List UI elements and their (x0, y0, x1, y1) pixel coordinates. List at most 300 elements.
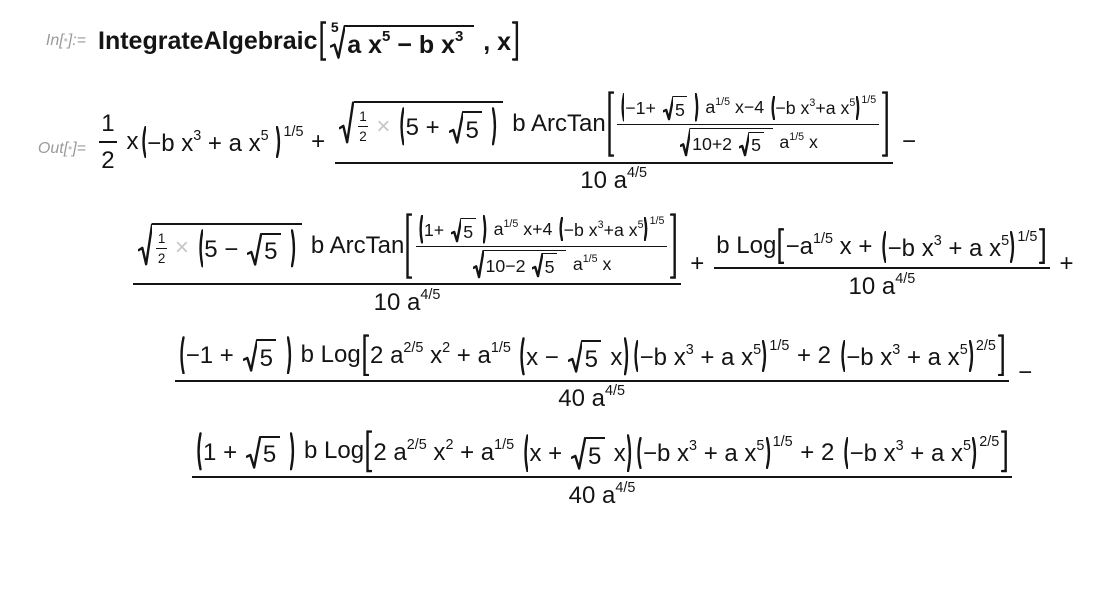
fenced-group (197, 229, 298, 268)
math-times-operator: × (369, 112, 398, 140)
math-text: b Log (716, 231, 777, 259)
math-superscript: 1/5 (503, 217, 519, 230)
radical-icon (532, 253, 543, 278)
fraction-bar (416, 246, 667, 247)
bracket-open-icon (365, 430, 372, 473)
fraction-numerator: 1 (359, 109, 367, 125)
math-text: 5 (262, 441, 277, 469)
paren-close-icon (492, 107, 498, 146)
bracket-close-icon (1039, 228, 1046, 264)
math-superscript: 5 (382, 28, 391, 46)
fraction-numerator (133, 212, 680, 280)
math-text: −b x (563, 219, 598, 240)
fence-content (525, 337, 624, 376)
math-superscript: 2 (445, 436, 454, 453)
math-text: 2 a (370, 342, 404, 370)
radicand (582, 340, 601, 375)
math-fraction (358, 109, 368, 144)
math-row (643, 440, 764, 468)
math-text: −b x (147, 129, 194, 157)
radicand (354, 101, 503, 146)
math-row (327, 18, 512, 61)
math-text: + a x (693, 343, 754, 371)
output-expression (96, 90, 1110, 510)
fenced-group (558, 217, 664, 241)
math-row (639, 341, 762, 372)
fenced-group (839, 337, 996, 372)
math-text: 5 − (204, 235, 245, 263)
math-superscript: 1/5 (490, 340, 511, 357)
bracket-open-icon (607, 90, 614, 158)
math-text: b ArcTan (505, 110, 606, 138)
fraction-numerator: 1 (157, 231, 166, 247)
radical-icon (246, 436, 260, 471)
fraction-numerator (714, 228, 1050, 264)
math-superscript: 3 (597, 218, 604, 231)
math-text: 5 (751, 135, 762, 156)
math-text: 5 (264, 238, 278, 266)
fraction-denominator (566, 479, 638, 510)
math-text (559, 256, 564, 277)
math-superscript: 2/5 (975, 337, 996, 354)
math-text: + a x (941, 234, 1002, 262)
math-superscript: 4/5 (895, 270, 916, 287)
radical-icon (138, 223, 152, 268)
math-superscript: 1/5 (283, 123, 304, 140)
math-text: x (804, 132, 818, 153)
math-superscript: 1/5 (861, 93, 877, 106)
paren-close-icon (972, 437, 978, 469)
fenced-group (365, 430, 1009, 473)
math-text: a (774, 132, 790, 153)
math-text: − (1011, 359, 1033, 387)
math-superscript: 3 (809, 96, 816, 109)
math-text: −b x (846, 343, 893, 371)
square-root (680, 128, 773, 158)
bracket-close-icon (998, 334, 1005, 377)
fraction-bar (99, 141, 117, 143)
math-superscript: 1/5 (494, 436, 515, 453)
fence-content (638, 340, 762, 372)
fenced-group (195, 432, 296, 471)
math-row (356, 107, 500, 146)
math-superscript: 1/5 (649, 215, 665, 228)
math-text: + a x (697, 440, 757, 468)
radical-icon (339, 101, 353, 146)
math-text: − b x (390, 30, 455, 59)
math-text (689, 98, 694, 119)
math-text: 10 a (848, 272, 896, 300)
math-text: 10 a (373, 288, 421, 316)
math-text: b ArcTan (304, 231, 405, 259)
math-text (485, 114, 492, 142)
radicand (484, 250, 566, 280)
math-text: −1+ (625, 98, 661, 119)
math-text: 5 (587, 442, 602, 470)
fraction-bar (714, 267, 1050, 269)
math-text: 1 + (203, 438, 244, 466)
math-superscript: 3 (895, 438, 904, 455)
fence-content (848, 437, 972, 469)
square-root (330, 18, 474, 61)
math-row (625, 96, 694, 121)
input-label-prefix: In[ (45, 32, 64, 49)
math-fraction (192, 430, 1012, 509)
fraction-bar (335, 162, 893, 164)
fraction-denominator (556, 385, 628, 413)
paren-close-icon (969, 340, 975, 372)
root-index: 5 (330, 18, 339, 35)
fence-content (886, 231, 1010, 263)
radicand (261, 436, 280, 471)
math-row (529, 437, 625, 472)
math-superscript: 5 (959, 341, 968, 358)
math-text: 5 (544, 257, 555, 278)
math-text: x (607, 440, 626, 468)
math-superscript: 4/5 (605, 383, 626, 400)
fence-content (528, 434, 627, 473)
math-text (279, 342, 286, 370)
math-row (406, 111, 492, 146)
math-text: 5 (463, 221, 474, 242)
math-text: −a (785, 233, 813, 261)
math-text (283, 236, 290, 264)
radicand (690, 128, 772, 158)
math-row (887, 232, 1010, 263)
fence-content (202, 432, 290, 471)
input-cell (12, 12, 1110, 70)
fenced-group (398, 107, 499, 146)
math-row (96, 90, 923, 195)
output-cell (12, 90, 1110, 510)
paren-close-icon (1010, 231, 1016, 263)
fraction-bar (358, 126, 368, 127)
fence-content (784, 228, 1039, 264)
fence-content (563, 217, 645, 241)
math-row (130, 212, 1073, 317)
square-root (246, 436, 280, 471)
fraction-bar (133, 283, 680, 285)
bracket-open-icon (362, 334, 369, 377)
math-text: b Log (293, 341, 361, 369)
paren-close-icon (762, 340, 768, 372)
square-root (571, 437, 605, 472)
radical-icon (568, 340, 582, 375)
math-row (186, 339, 286, 374)
input-cell-label (12, 32, 96, 50)
math-text: + a x (201, 129, 261, 157)
math-row (155, 229, 299, 268)
output-expression-line-1 (96, 90, 1108, 195)
math-text: 10−2 (485, 255, 531, 276)
fraction-bar (156, 248, 166, 249)
radical-icon (571, 437, 585, 472)
radical-icon (473, 250, 484, 280)
fenced-group (842, 434, 1000, 469)
math-superscript: 3 (193, 127, 202, 144)
fraction-denominator: 2 (101, 146, 115, 174)
math-fraction (617, 93, 879, 157)
math-text: + a (453, 438, 495, 466)
paren-close-icon (290, 432, 296, 471)
fraction-numerator (175, 334, 1009, 377)
math-superscript: 5 (756, 438, 765, 455)
radicand (749, 132, 763, 157)
fraction-denominator (676, 128, 820, 158)
math-text: a (567, 253, 583, 274)
math-text: x−4 (730, 97, 770, 118)
math-text (511, 342, 518, 370)
cell-label-dot: • (63, 34, 68, 47)
fraction-denominator: 2 (157, 250, 166, 266)
square-root (568, 340, 602, 375)
math-superscript: 3 (892, 341, 901, 358)
math-text (477, 220, 482, 241)
fenced-group (620, 93, 700, 121)
square-root (138, 223, 302, 268)
fence-content (775, 96, 857, 120)
output-label-suffix: ]= (72, 140, 86, 157)
fence-content (412, 212, 670, 280)
fence-content (614, 90, 882, 158)
math-row (203, 436, 289, 471)
math-row (373, 434, 1000, 473)
math-fraction (133, 212, 680, 317)
math-text: + (683, 250, 711, 278)
input-label-suffix: ]:= (67, 32, 86, 49)
square-root (663, 96, 688, 121)
math-superscript: 1/5 (769, 337, 790, 354)
fraction-denominator (371, 286, 443, 317)
fence-content (146, 126, 276, 158)
math-row (486, 253, 564, 278)
math-text: b Log (297, 437, 365, 465)
math-text: a (700, 97, 716, 118)
bracket-open-icon (777, 228, 784, 264)
fence-content (185, 336, 287, 375)
paren-close-icon (624, 337, 630, 376)
math-text (514, 439, 521, 467)
math-text (269, 130, 276, 158)
math-text: 5 + (405, 113, 447, 141)
bracket-close-icon (670, 212, 677, 280)
math-superscript: 4/5 (626, 164, 647, 181)
math-superscript: 1/5 (1017, 228, 1038, 245)
output-expression-line-3 (96, 334, 1108, 413)
math-superscript: 5 (753, 341, 762, 358)
fraction-bar (617, 124, 879, 125)
math-superscript: 3 (933, 232, 942, 249)
math-text: + (1052, 250, 1074, 278)
math-text (463, 31, 470, 60)
fraction-numerator: 1 (101, 110, 115, 138)
math-text: + (304, 128, 332, 156)
math-superscript: 2/5 (403, 340, 424, 357)
math-text: + a (450, 342, 491, 370)
math-text: −b x (639, 343, 686, 371)
fenced-group (632, 337, 790, 372)
paren-close-icon (766, 437, 772, 469)
fence-content (624, 93, 695, 121)
paren-close-icon (695, 93, 700, 121)
output-expression-line-4 (96, 430, 1108, 509)
square-root (339, 101, 503, 146)
math-text: −b x (849, 440, 896, 468)
fenced-group (635, 434, 793, 469)
math-superscript: 1/5 (582, 252, 598, 265)
math-text: IntegrateAlgebraic (98, 26, 318, 55)
math-row (98, 18, 521, 61)
fenced-group (418, 215, 488, 243)
math-text: −b x (642, 440, 690, 468)
math-text: 10 a (580, 166, 627, 194)
math-row (204, 233, 290, 268)
math-superscript: 3 (455, 28, 464, 46)
radicand (345, 25, 474, 61)
fence-content (372, 430, 1001, 473)
math-fraction (714, 228, 1050, 301)
fraction-denominator (470, 250, 614, 280)
math-text: 5 (675, 99, 685, 120)
math-fraction (175, 334, 1009, 413)
math-superscript: 5 (260, 127, 269, 144)
math-row (564, 220, 644, 241)
paren-close-icon (644, 217, 649, 241)
math-text: 5 (465, 116, 479, 144)
math-fraction (156, 231, 166, 266)
math-text: 2 a (373, 438, 407, 466)
input-expression[interactable] (98, 18, 521, 61)
fraction-denominator: 2 (359, 129, 367, 144)
math-text: + 2 (793, 438, 841, 466)
fence-content (404, 107, 492, 146)
fraction-bar (175, 380, 1009, 382)
math-text: x (426, 438, 446, 466)
math-text: −b x (887, 234, 934, 262)
math-superscript: 5 (1001, 232, 1010, 249)
fenced-group (140, 123, 304, 158)
math-superscript: 4/5 (420, 286, 441, 303)
math-superscript: 1/5 (789, 130, 805, 143)
fenced-group (880, 228, 1038, 263)
fraction-denominator (578, 164, 650, 195)
fenced-group (178, 336, 293, 375)
math-text: −b x (775, 98, 810, 119)
math-row (846, 341, 968, 372)
math-row (424, 218, 482, 243)
bracket-close-icon (1001, 430, 1008, 473)
paren-close-icon (856, 96, 861, 120)
radical-icon (247, 233, 261, 268)
radical-icon (451, 218, 462, 243)
radical-icon (243, 339, 257, 374)
math-text: x (603, 343, 623, 371)
radicand (586, 437, 605, 472)
fraction-bar (192, 476, 1012, 478)
math-text: a x (347, 30, 383, 59)
math-row (785, 228, 1039, 263)
fence-content (642, 437, 766, 469)
paren-close-icon (483, 215, 488, 243)
math-text: , x (476, 27, 512, 56)
math-superscript: 4/5 (615, 479, 636, 496)
math-text: 10+2 (692, 133, 737, 154)
math-row (775, 98, 855, 119)
fenced-group (362, 334, 1006, 377)
paren-close-icon (287, 336, 293, 375)
radicand (257, 339, 276, 374)
math-superscript: 1/5 (772, 434, 793, 451)
math-row (172, 334, 1032, 413)
output-cell-label (12, 140, 96, 158)
bracket-open-icon (405, 212, 412, 280)
math-row (850, 440, 971, 468)
math-text: x − (526, 343, 566, 371)
fenced-group (770, 93, 877, 120)
math-superscript: 5 (849, 96, 856, 109)
math-superscript: 1/5 (715, 95, 731, 108)
paren-close-icon (276, 126, 282, 158)
radical-icon (663, 96, 674, 121)
math-text: x (119, 128, 139, 156)
bracket-open-icon (319, 21, 327, 61)
math-text: + a x (900, 343, 960, 371)
math-superscript: 2/5 (406, 436, 427, 453)
paren-close-icon (291, 229, 297, 268)
fenced-group (518, 337, 630, 376)
fenced-group (607, 90, 890, 158)
math-row (526, 340, 622, 375)
radical-icon (449, 111, 463, 146)
math-text: +a x (815, 98, 850, 119)
square-root (451, 218, 476, 243)
square-root (532, 253, 557, 278)
math-text: − (895, 128, 923, 156)
math-superscript: 1/5 (813, 231, 834, 248)
fence-content (203, 229, 291, 268)
math-text: + a x (903, 440, 964, 468)
radical-icon (680, 128, 691, 158)
math-text: + 2 (790, 342, 838, 370)
output-expression-line-2 (96, 212, 1108, 317)
square-root (473, 250, 566, 280)
math-text: 5 (259, 344, 273, 372)
math-superscript: 3 (689, 438, 698, 455)
radical-icon (739, 132, 750, 157)
math-superscript: 5 (637, 218, 644, 231)
math-fraction (416, 215, 667, 279)
math-superscript: 2/5 (979, 434, 1000, 451)
fence-content (326, 18, 512, 61)
math-text: x + (529, 440, 569, 468)
math-text (282, 439, 289, 467)
output-label-prefix: Out[ (37, 140, 69, 157)
square-root (739, 132, 764, 157)
math-superscript: 5 (963, 438, 972, 455)
square-root (243, 339, 277, 374)
radicand (463, 111, 482, 146)
fence-content (845, 340, 969, 372)
math-times-operator: × (168, 234, 196, 262)
math-text (765, 134, 770, 155)
square-root (449, 111, 483, 146)
radicand (461, 218, 475, 243)
bracket-close-icon (512, 21, 520, 61)
math-text: 40 a (568, 481, 616, 509)
square-root (247, 233, 281, 268)
math-text: 40 a (558, 385, 605, 413)
math-text: −1 + (185, 342, 241, 370)
